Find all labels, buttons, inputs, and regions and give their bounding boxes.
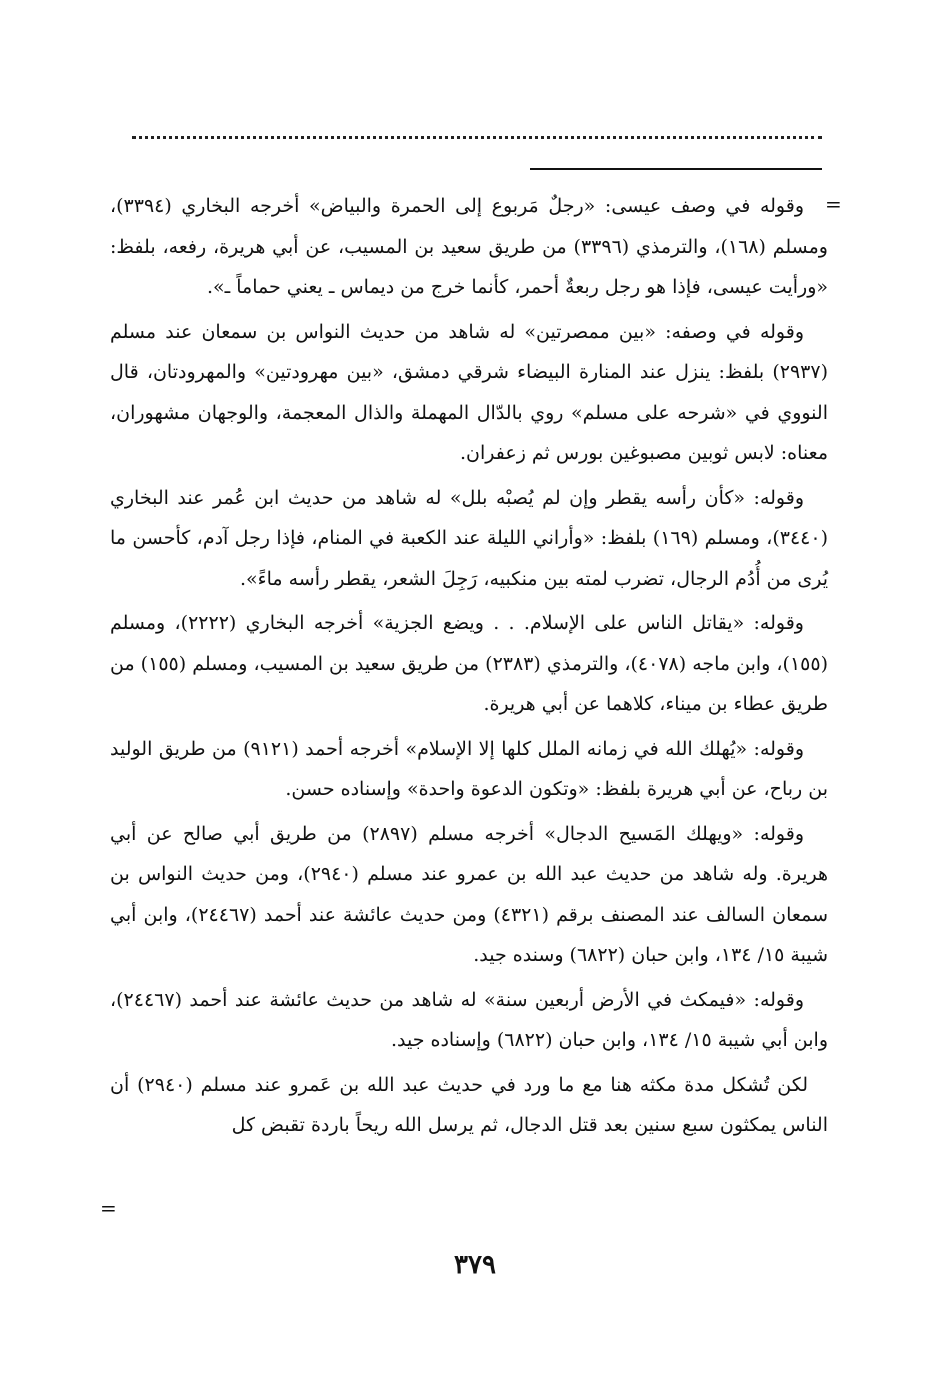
footnote-rule <box>530 168 822 170</box>
continuation-mark-start: = <box>825 192 842 216</box>
paragraph-head-dripping: وقوله: «كأن رأسه يقطر وإن لم يُصبْه بلل» له شاهد من حديث ابن عُمر عند البخاري (٣٤٤٠)، ومسلم (١٦٩) بلفظ: «وأراني الليلة عند الكعبة في المنام، فإذا رجل آدم، كأحسن ما يُرى من أُدُم الرجال، تضرب لمته بين منكبيه، رَجِلَ الشعر، يقطر رأسه ماءً». <box>110 486 828 590</box>
paragraph-mumassaratayn: وقوله في وصفه: «بين ممصرتين» له شاهد من حديث النواس بن سمعان عند مسلم (٢٩٣٧) بلفظ: ينزل عند المنارة البيضاء شرقي دمشق، «بين مهرودتين» والمهرودتان، قال النووي في «شرحه على مسلم» روي بالدّال المهملة والذال المعجمة، والوجهان مشهوران، معناه: لابس ثوبين مصبوغين بورس ثم زعفران. <box>110 320 828 464</box>
page-number: ٣٧٩ <box>454 1250 496 1280</box>
continuation-mark-end: = <box>100 1196 117 1220</box>
paragraph-forty-years: وقوله: «فيمكث في الأرض أربعين سنة» له شاهد من حديث عائشة عند أحمد (٢٤٤٦٧)، وابن أبي شيبة ١٥/ ١٣٤، وابن حبان (٦٨٢٢) وإسناده جيد. <box>110 988 828 1051</box>
paragraph-religions-perish: وقوله: «يُهلك الله في زمانه الملل كلها إلا الإسلام» أخرجه أحمد (٩١٢١) من طريق الوليد بن رباح، عن أبي هريرة بلفظ: «وتكون الدعوة واحدة» وإسناده حسن. <box>110 737 828 800</box>
paragraph-description-of-isa: وقوله في وصف عيسى: «رجلٌ مَربوع إلى الحمرة والبياض» أخرجه البخاري (٣٣٩٤)، ومسلم (١٦٨)، والترمذي (٣٣٩٦) من طريق سعيد بن المسيب، عن أبي هريرة، رفعه، بلفظ: «ورأيت عيسى، فإذا هو رجل ربعةٌ أحمر، كأنما خرج من ديماس ـ يعني حماماً ـ». <box>110 195 828 298</box>
paragraph-seven-years: لكن تُشكل مدة مكثه هنا مع ما ورد في حديث عبد الله بن عَمرو عند مسلم (٢٩٤٠) أن الناس يمكثون سبع سنين بعد قتل الدجال، ثم يرسل الله ريحاً باردة تقبض كل <box>110 1073 828 1136</box>
paragraph-fights-for-islam: وقوله: «يقاتل الناس على الإسلام. . . ويضع الجزية» أخرجه البخاري (٢٢٢٢)، ومسلم (١٥٥)، وابن ماجه (٤٠٧٨)، والترمذي (٢٣٨٣) من طريق سعيد بن المسيب، ومسلم (١٥٥) من طريق عطاء بن ميناء، كلاهما عن أبي هريرة. <box>110 612 828 715</box>
footnote-text <box>110 186 828 1150</box>
paragraph-dajjal-perishes: وقوله: «ويهلك المَسيح الدجال» أخرجه مسلم (٢٨٩٧) من طريق أبي صالح عن أبي هريرة. وله شاهد من حديث عبد الله بن عمرو عند مسلم (٢٩٤٠)، ومن حديث النواس بن سمعان السالف عند المصنف برقم (٤٣٢١) ومن حديث عائشة عند أحمد (٢٤٤٦٧)، وابن أبي شيبة ١٥/ ١٣٤، وابن حبان (٦٨٢٢) وسنده جيد. <box>110 822 829 966</box>
dotted-separator <box>132 136 822 139</box>
